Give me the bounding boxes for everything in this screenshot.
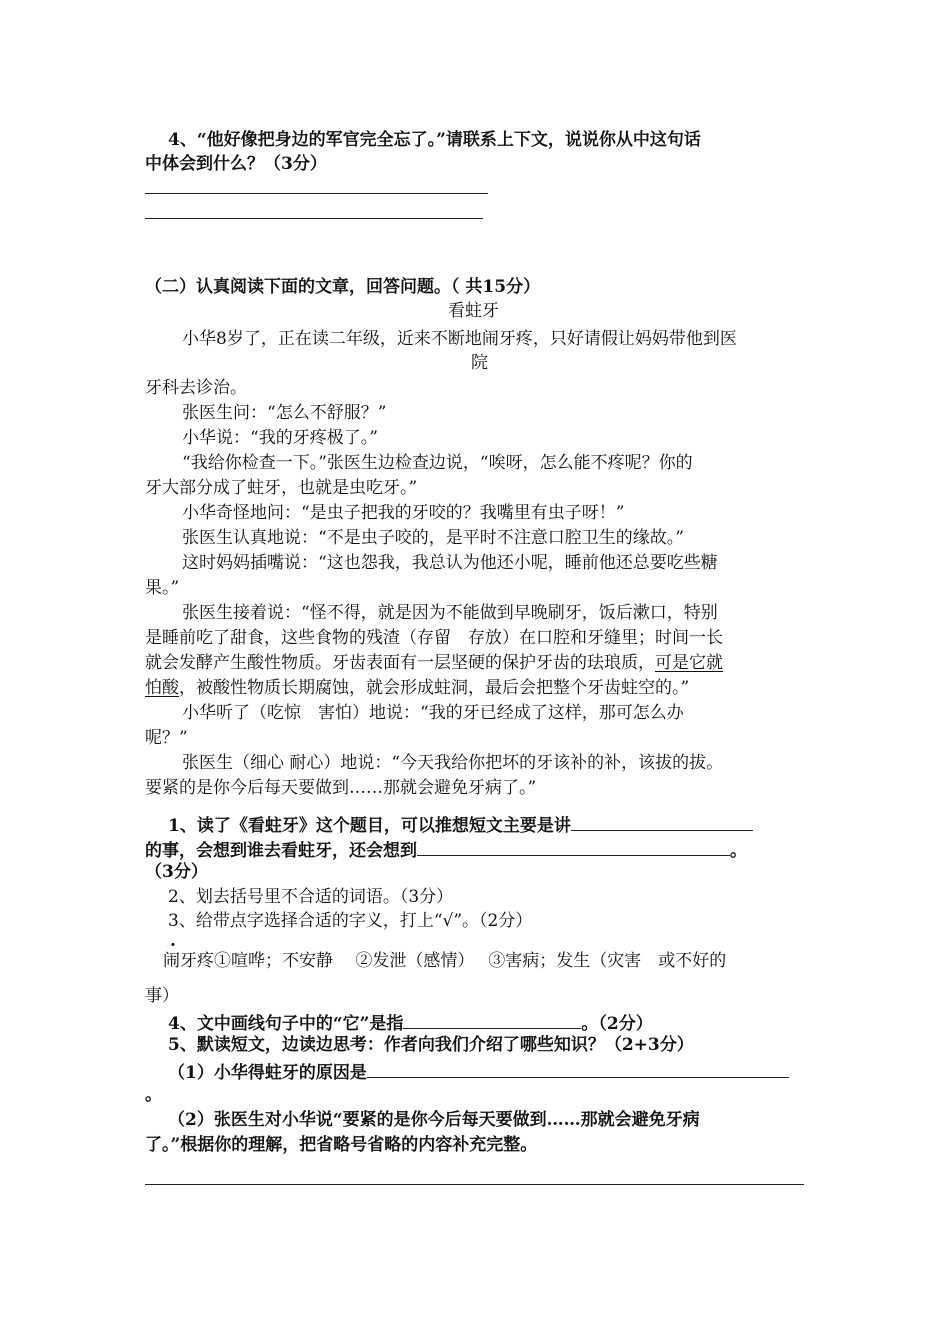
question-3: 3、给带点字选择合适的字义，打上“√”。（2分） — [168, 911, 533, 931]
story-text: ，被酸性物质长期腐蚀，就会形成蛀洞，最后会把整个牙齿蛀空的。” — [179, 678, 690, 698]
emphasis-dot: . — [170, 931, 176, 951]
story-line: 是睡前吃了甜食，这些食物的残渣（存留 存放）在口腔和牙缝里；时间一长 — [145, 628, 723, 648]
question-text: 的事，会想到谁去看蛀牙，还会想到 — [145, 841, 417, 861]
question-5: 5、默读短文，边读边思考：作者向我们介绍了哪些知识？（2+3分） — [168, 1035, 694, 1055]
story-line: 要紧的是你今后每天要做到……那就会避免牙病了。” — [145, 778, 537, 798]
story-line: 牙大部分成了蛀牙，也就是虫吃牙。” — [145, 478, 418, 498]
question-5-2: （2）张医生对小华说“要紧的是你今后每天要做到……那就会避免牙病 — [168, 1110, 700, 1130]
story-line: 小华听了（吃惊 害怕）地说：“我的牙已经成了这样，那可怎么办 — [182, 703, 684, 723]
question-text: 。 — [730, 841, 747, 861]
question-2: 2、划去括号里不合适的词语。（3分） — [168, 887, 454, 907]
story-line: 院 — [471, 353, 488, 373]
question-3-options: 闹牙疼①喧哗；不安静 ②发泄（感情） ③害病；发生（灾害 或不好的 — [163, 951, 727, 971]
story-line — [145, 677, 689, 699]
story-line: 张医生问：“怎么不舒服？” — [182, 403, 387, 423]
story-line: 张医生（细心 耐心）地说：“今天我给你把坏的牙该补的补，该拔的拔。 — [182, 753, 724, 773]
answer-blank[interactable] — [571, 812, 753, 831]
story-line: 果。” — [145, 578, 180, 598]
question-text: （1）小华得蛀牙的原因是 — [168, 1063, 367, 1083]
q4-prev-line1: 4、“他好像把身边的军官完全忘了。”请联系上下文，说说你从中这句话 — [168, 130, 701, 150]
question-text: 4、文中画线句子中的“它”是指 — [168, 1014, 404, 1034]
answer-line — [145, 218, 483, 219]
story-line: 小华奇怪地问：“是虫子把我的牙咬的？我嘴里有虫子呀！” — [182, 503, 625, 523]
section-heading: （二）认真阅读下面的文章，回答问题。（ 共15分） — [145, 277, 541, 297]
question-1-score: （3分） — [145, 862, 208, 882]
story-title: 看蛀牙 — [448, 301, 499, 321]
underlined-sentence: 怕酸 — [145, 678, 179, 698]
story-line — [145, 652, 723, 674]
underlined-sentence: 可是它就 — [655, 653, 723, 673]
story-line: 张医生接着说：“怪不得，就是因为不能做到早晚刷牙，饭后漱口，特别 — [182, 603, 718, 623]
q4-prev-line2: 中体会到什么？（3分） — [145, 154, 327, 174]
question-5-1-end: 。 — [145, 1085, 162, 1105]
question-text: 1、读了《看蛀牙》这个题目，可以推想短文主要是讲 — [168, 816, 571, 836]
answer-blank[interactable] — [403, 1010, 581, 1029]
question-5-2-cont: 了。”根据你的理解，把省略号省略的内容补充完整。 — [145, 1135, 538, 1155]
answer-blank[interactable] — [417, 837, 730, 856]
question-1-cont — [145, 837, 747, 862]
answer-line[interactable] — [145, 1184, 804, 1185]
question-5-1 — [168, 1059, 789, 1084]
story-line: “我给你检查一下。”张医生边检查边说，“唉呀，怎么能不疼呢？你的 — [182, 453, 693, 473]
answer-line — [145, 193, 488, 194]
question-3-options-end: 事） — [145, 986, 179, 1006]
story-line: 小华8岁了，正在读二年级，近来不断地闹牙疼，只好请假让妈妈带他到医 — [182, 329, 737, 349]
story-line: 小华说：“我的牙疼极了。” — [182, 428, 378, 448]
story-line: 呢？” — [145, 728, 188, 748]
answer-blank[interactable] — [367, 1059, 789, 1078]
story-line: 张医生认真地说：“不是虫子咬的，是平时不注意口腔卫生的缘故。” — [182, 528, 684, 548]
story-line: 这时妈妈插嘴说：“这也怨我，我总认为他还小呢，睡前他还总要吃些糖 — [182, 553, 718, 573]
question-text: 。（2分） — [581, 1014, 653, 1034]
story-text: 就会发酵产生酸性物质。牙齿表面有一层坚硬的保护牙齿的珐琅质， — [145, 653, 655, 673]
question-1 — [168, 812, 753, 837]
question-4 — [168, 1010, 653, 1035]
story-line: 牙科去诊治。 — [145, 378, 247, 398]
